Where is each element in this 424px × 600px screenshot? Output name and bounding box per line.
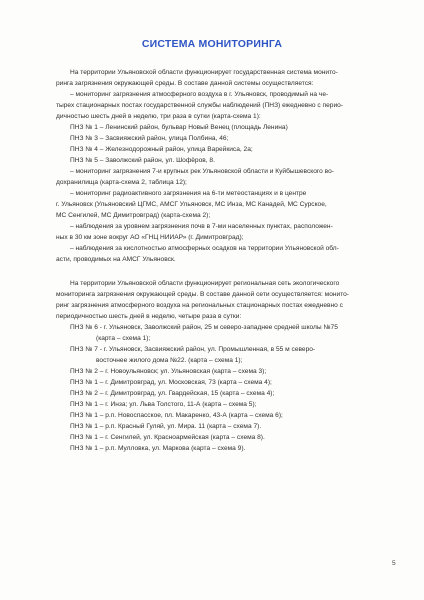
text-line: дохранилища (карта-схема 2, таблица 12); (56, 179, 187, 186)
text-line: дичностью шесть дней в неделю, три раза в сутки (карта-схема 1): (56, 113, 261, 120)
text-line: ПНЗ № 3 – Засвияжский район, улица Полбина, 46; (70, 135, 229, 142)
text-line: восточнее жилого дома №22. (карта – схема 1); (96, 357, 243, 364)
text-line: – наблюдения за уровнем загрязнения почв в 7-ми населенных пунктах, расположен- (70, 223, 333, 230)
page-number: 5 (392, 560, 396, 567)
text-line: периодичностью шесть дней в неделю, четыре раза в сутки: (56, 313, 242, 320)
text-line: МС Сенгилей, МС Димитровград) (карта-схема 2); (56, 212, 211, 219)
text-line: На территории Ульяновской области функционирует государственная система монито- (70, 69, 338, 76)
text-line: тырех стационарных постах государственной службы наблюдений (ПНЗ) ежедневно с перио- (56, 102, 343, 109)
text-line: – наблюдения за кислотностью атмосферных осадков на территории Ульяновской обл- (70, 245, 339, 252)
text-line: ПНЗ № 1 – р.п. Новоспасское, пл. Макаренко, 43-А (карта – схема 6); (70, 412, 283, 419)
text-line: – мониторинг загрязнения 7-и крупных рек Ульяновской области и Куйбышевского во- (70, 168, 334, 175)
text-line: ПНЗ № 1 – г. Сенгилей, ул. Красноармейская (карта – схема 8). (70, 434, 265, 441)
text-line: ПНЗ № 1 – г. Инза; ул. Льва Толстого, 11-А (карта – схема 5); (70, 401, 257, 408)
text-line: ных в 30 км зоне вокруг АО «ГНЦ НИИАР» (г. Димитровград); (56, 234, 244, 241)
text-line: ринг загрязнения атмосферного воздуха на региональных стационарных постах ежедневно с (56, 302, 343, 309)
text-line: мониторинга загрязнения окружающей среды. В составе данной сети осуществляется: монито- (56, 291, 350, 298)
text-line: – мониторинг радиоактивного загрязнения на 6-ти метеостанциях и в центре (70, 190, 307, 197)
text-line: ПНЗ № 5 – Заволжский район, ул. Шофёров, 8. (70, 157, 215, 164)
text-line: ПНЗ № 1 – г. Димитровград, ул. Московская, 73 (карта – схема 4); (70, 379, 272, 386)
text-line: ПНЗ № 4 – Железнодорожный район, улица Варейкиса, 2а; (70, 146, 253, 153)
text-line: ПНЗ № 2 – г. Димитровград, ул. Гвардейская, 15 (карта – схема 4); (70, 390, 275, 397)
text-line: ПНЗ № 1 – р.п. Красный Гуляй, ул. Мира. 11 (карта – схема 7). (70, 423, 262, 430)
text-line: ПНЗ № 2 – г. Новоульяновск; ул. Ульяновская (карта – схема 3); (70, 368, 267, 375)
text-line: ПНЗ № 6 - г. Ульяновск, Заволжский район, 25 м северо-западнее средней школы №75 (70, 324, 338, 331)
text-line: ПНЗ № 7 - г. Ульяновск, Засвияжский район, ул. Промышленная, в 55 м северо- (70, 346, 316, 353)
text-line: асти, проводимых на АМСГ Ульяновск. (56, 256, 176, 263)
text-line: На территории Ульяновской области функционирует региональная сеть экологического (70, 280, 340, 287)
page-title: СИСТЕМА МОНИТОРИНГА (141, 38, 283, 50)
text-line: г. Ульяновск (Ульяновский ЦГМС, АМСГ Ульяновск, МС Инза, МС Канадей, МС Сурское, (56, 201, 327, 208)
text-line: – мониторинг загрязнения атмосферного воздуха в г. Ульяновск, проводимый на че- (70, 91, 329, 98)
text-line: ПНЗ № 1 – Ленинский район, бульвар Новый Венец (площадь Ленина) (70, 124, 288, 131)
text-line: (карта – схема 1); (96, 335, 151, 342)
text-line: ПНЗ № 1 – р.п. Мулловка, ул. Маркова (карта – схема 9). (70, 445, 246, 452)
text-line: ринга загрязнения окружающей среды. В составе данной системы осуществляется: (56, 80, 314, 87)
